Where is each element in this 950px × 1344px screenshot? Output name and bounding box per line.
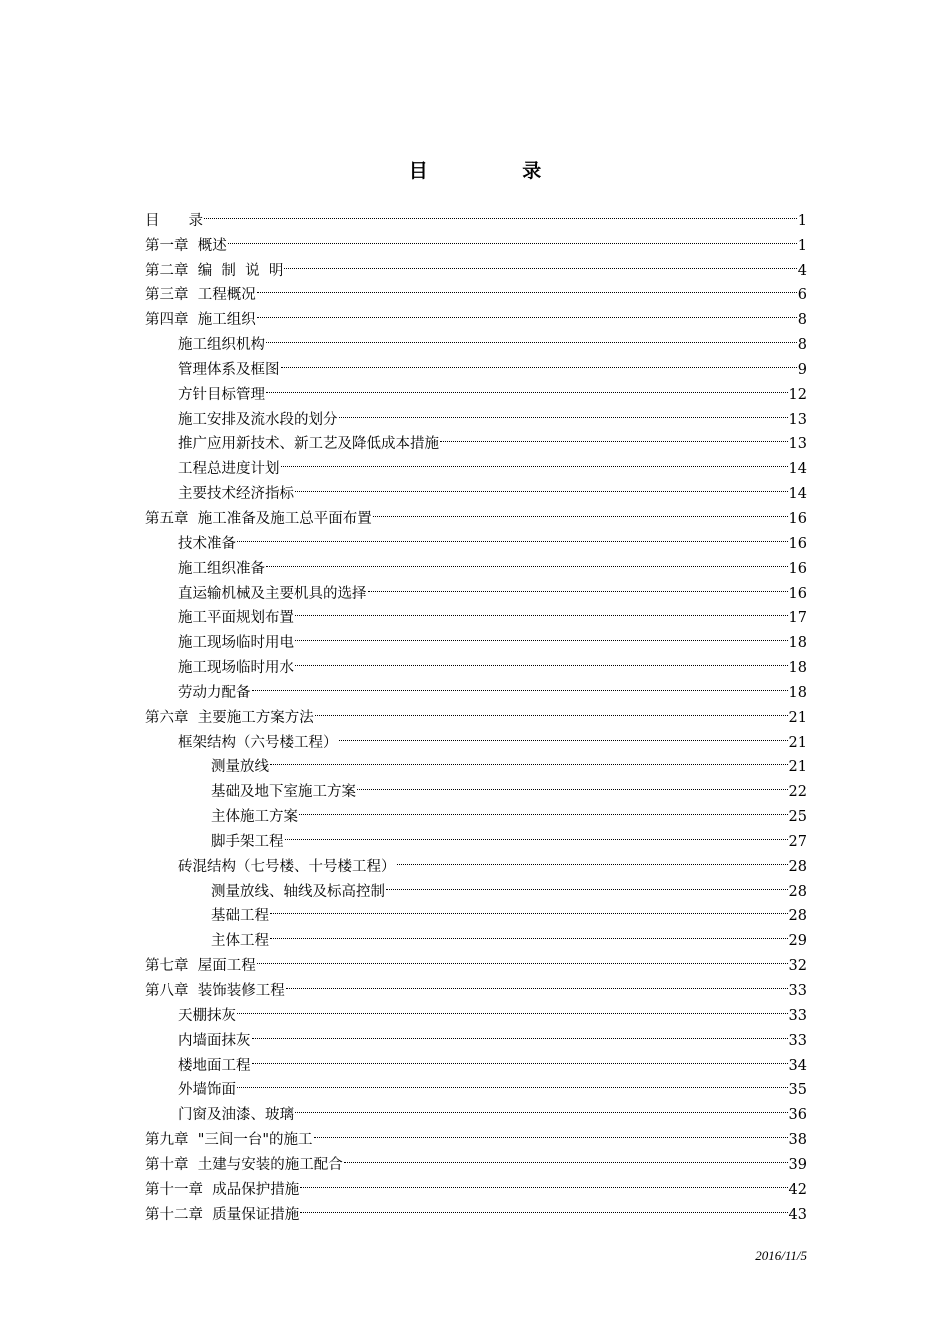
toc-entry-page: 21 bbox=[788, 709, 807, 726]
toc-leader-dots bbox=[397, 839, 788, 865]
toc-entry-label: 第六章 主要施工方案方法 bbox=[145, 709, 314, 726]
toc-leader-dots bbox=[295, 640, 788, 666]
toc-entry-label: 第十一章 成品保护措施 bbox=[145, 1181, 300, 1198]
toc-entry-page: 21 bbox=[788, 759, 807, 776]
toc-entry-label: 脚手架工程 bbox=[211, 833, 284, 850]
toc-leader-dots bbox=[270, 740, 788, 766]
toc-leader-dots bbox=[386, 864, 788, 890]
toc-entry-label: 推广应用新技术、新工艺及降低成本措施 bbox=[178, 436, 439, 453]
toc-entry-page: 16 bbox=[788, 585, 807, 602]
toc-entry-page: 21 bbox=[788, 734, 807, 751]
toc-entry-page: 34 bbox=[788, 1057, 807, 1074]
toc-entry-label: 基础及地下室施工方案 bbox=[211, 784, 356, 801]
toc-entry-label: 基础工程 bbox=[211, 908, 269, 925]
toc-entry-page: 43 bbox=[788, 1206, 807, 1223]
toc-entry-page: 18 bbox=[788, 684, 807, 701]
toc-entry-page: 13 bbox=[788, 436, 807, 453]
toc-entry-label: 门窗及油漆、玻璃 bbox=[178, 1107, 294, 1124]
toc-leader-dots bbox=[281, 342, 797, 368]
toc-entry-label: 第十章 土建与安装的施工配合 bbox=[145, 1156, 343, 1173]
toc-entry-page: 33 bbox=[788, 1007, 807, 1024]
toc-leader-dots bbox=[270, 913, 788, 939]
toc-entry-label: 第五章 施工准备及施工总平面布置 bbox=[145, 510, 372, 527]
toc-entry-page: 14 bbox=[788, 486, 807, 503]
toc-entry-page: 29 bbox=[788, 933, 807, 950]
toc-entry-page: 38 bbox=[788, 1132, 807, 1149]
toc-entry-page: 18 bbox=[788, 660, 807, 677]
toc-leader-dots bbox=[315, 690, 788, 716]
toc-entry-page: 18 bbox=[788, 635, 807, 652]
toc-entry-label: 主要技术经济指标 bbox=[178, 486, 294, 503]
toc-entry-label: 施工现场临时用电 bbox=[178, 635, 294, 652]
toc-entry-page: 28 bbox=[788, 908, 807, 925]
toc-entry-label: 方针目标管理 bbox=[178, 386, 265, 403]
toc-entry-page: 22 bbox=[788, 784, 807, 801]
toc-leader-dots bbox=[204, 193, 797, 219]
toc-entry-label: 框架结构（六号楼工程） bbox=[178, 734, 338, 751]
toc-entry-page: 28 bbox=[788, 883, 807, 900]
toc-entry-page: 32 bbox=[788, 958, 807, 975]
toc-leader-dots bbox=[300, 1162, 787, 1188]
toc-entry-page: 16 bbox=[788, 560, 807, 577]
table-of-contents bbox=[145, 199, 807, 1223]
toc-entry-label: 技术准备 bbox=[178, 535, 236, 552]
toc-entry-page: 6 bbox=[797, 287, 807, 304]
toc-entry-page: 9 bbox=[797, 361, 807, 378]
toc-entry-label: 施工平面规划布置 bbox=[178, 610, 294, 627]
toc-leader-dots bbox=[285, 814, 788, 840]
toc-entry-page: 4 bbox=[797, 262, 807, 279]
toc-entry-page: 1 bbox=[797, 212, 807, 229]
toc-entry-label: 施工组织机构 bbox=[178, 337, 265, 354]
toc-entry-page: 16 bbox=[788, 535, 807, 552]
toc-leader-dots bbox=[228, 218, 797, 244]
toc-leader-dots bbox=[300, 1187, 787, 1213]
toc-entry-label: 工程总进度计划 bbox=[178, 461, 280, 478]
toc-entry-label: 砖混结构（七号楼、十号楼工程） bbox=[178, 858, 396, 875]
footer-date: 2016/11/5 bbox=[755, 1248, 807, 1263]
toc-leader-dots bbox=[237, 516, 788, 542]
toc-entry-label: 测量放线、轴线及标高控制 bbox=[211, 883, 385, 900]
toc-entry-page: 42 bbox=[788, 1181, 807, 1198]
toc-entry-label: 楼地面工程 bbox=[178, 1057, 251, 1074]
toc-leader-dots bbox=[284, 243, 796, 269]
toc-leader-dots bbox=[339, 715, 788, 741]
toc-entry-label: 第八章 装饰装修工程 bbox=[145, 983, 285, 999]
toc-leader-dots bbox=[286, 963, 788, 989]
toc-entry-page: 1 bbox=[797, 237, 807, 254]
toc-entry-page: 8 bbox=[797, 337, 807, 354]
toc-entry-label: 管理体系及框图 bbox=[178, 361, 280, 378]
toc-entry-label: 第二章 编 制 说 明 bbox=[145, 262, 284, 279]
toc-leader-dots bbox=[373, 491, 788, 517]
toc-leader-dots bbox=[257, 938, 788, 964]
toc-leader-dots bbox=[266, 367, 788, 393]
toc-leader-dots bbox=[270, 889, 788, 915]
toc-entry-page: 27 bbox=[788, 833, 807, 850]
toc-entry-label: 主体工程 bbox=[211, 933, 269, 950]
toc-leader-dots bbox=[252, 665, 788, 691]
toc-leader-dots bbox=[237, 1063, 788, 1089]
toc-leader-dots bbox=[344, 1137, 788, 1163]
toc-entry-label: 主体施工方案 bbox=[211, 809, 298, 826]
toc-entry-page: 33 bbox=[788, 983, 807, 999]
toc-leader-dots bbox=[252, 1013, 788, 1039]
toc-leader-dots bbox=[266, 541, 788, 567]
toc-entry-page: 39 bbox=[788, 1156, 807, 1173]
toc-entry-page: 16 bbox=[788, 510, 807, 527]
toc-leader-dots bbox=[257, 268, 797, 294]
toc-entry-page: 33 bbox=[788, 1032, 807, 1049]
toc-entry-label: 目 录 bbox=[145, 212, 203, 229]
toc-entry-label: 施工安排及流水段的划分 bbox=[178, 411, 338, 428]
toc-entry-label: 施工组织准备 bbox=[178, 560, 265, 577]
toc-entry-label: 第十二章 质量保证措施 bbox=[145, 1206, 300, 1223]
toc-leader-dots bbox=[295, 466, 788, 492]
toc-leader-dots bbox=[368, 566, 788, 592]
toc-leader-dots bbox=[281, 441, 788, 467]
toc-entry-label: 劳动力配备 bbox=[178, 684, 251, 701]
toc-leader-dots bbox=[252, 1038, 788, 1064]
toc-entry-label: 测量放线 bbox=[211, 759, 269, 776]
toc-entry-label: 天棚抹灰 bbox=[178, 1007, 236, 1024]
toc-entry-label: 第一章 概述 bbox=[145, 237, 227, 254]
toc-entry-label: 施工现场临时用水 bbox=[178, 660, 294, 677]
toc-entry-page: 14 bbox=[788, 461, 807, 478]
toc-leader-dots bbox=[295, 591, 788, 617]
toc-entry-page: 13 bbox=[788, 411, 807, 428]
toc-entry-page: 17 bbox=[788, 610, 807, 627]
toc-entry-page: 36 bbox=[788, 1107, 807, 1124]
toc-leader-dots bbox=[237, 988, 788, 1014]
toc-leader-dots bbox=[357, 764, 788, 790]
toc-leader-dots bbox=[339, 392, 788, 418]
toc-leader-dots bbox=[440, 417, 788, 443]
toc-entry-page: 12 bbox=[788, 386, 807, 403]
toc-leader-dots bbox=[299, 789, 788, 815]
toc-leader-dots bbox=[257, 292, 797, 318]
toc-leader-dots bbox=[295, 1087, 788, 1113]
document-title: 目 录 bbox=[408, 160, 586, 182]
toc-entry-page: 28 bbox=[788, 858, 807, 875]
toc-leader-dots bbox=[314, 1112, 788, 1138]
toc-entry-page: 35 bbox=[788, 1082, 807, 1099]
toc-entry-label: 外墙饰面 bbox=[178, 1082, 236, 1099]
toc-entry-label: 第三章 工程概况 bbox=[145, 287, 256, 304]
toc-entry-label: 直运输机械及主要机具的选择 bbox=[178, 585, 367, 602]
toc-entry-page: 8 bbox=[797, 312, 807, 329]
toc-leader-dots bbox=[295, 615, 788, 641]
toc-entry-label: 第九章 "三间一台"的施工 bbox=[145, 1132, 313, 1149]
toc-entry-label: 内墙面抹灰 bbox=[178, 1032, 251, 1049]
toc-entry-page: 25 bbox=[788, 809, 807, 826]
toc-entry-label: 第四章 施工组织 bbox=[145, 312, 256, 329]
toc-leader-dots bbox=[266, 317, 797, 343]
toc-entry-label: 第七章 屋面工程 bbox=[145, 958, 256, 975]
